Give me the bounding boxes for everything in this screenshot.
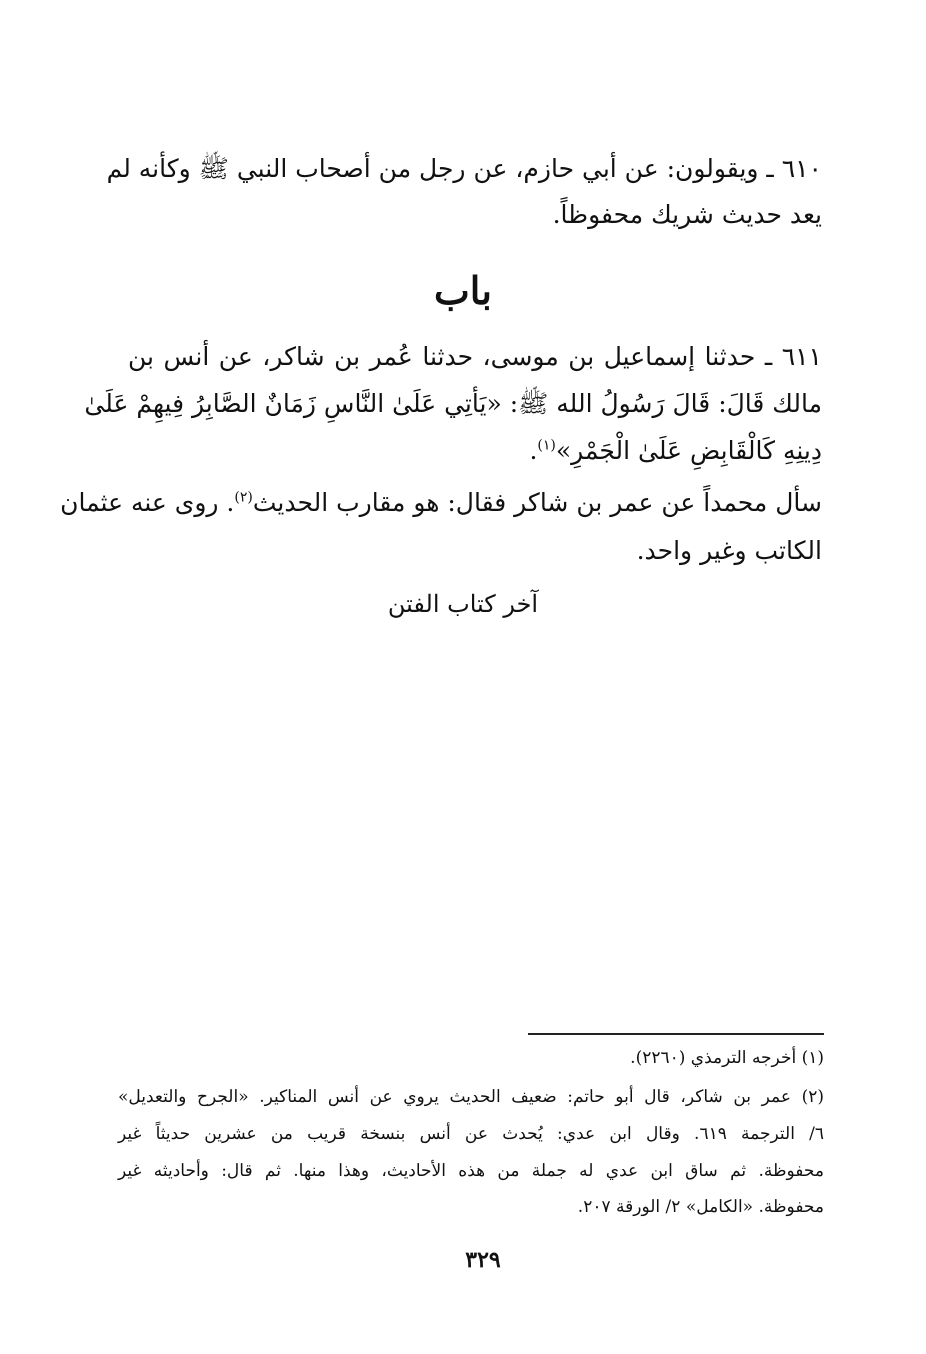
hadith-611-line-3-text: دِينِهِ كَالْقَابِضِ عَلَىٰ الْجَمْرِ» [555, 436, 822, 465]
hadith-611-line-3 [529, 436, 822, 466]
footnote-2-line-4: محفوظة. «الكامل» ٢/ الورقة ٢٠٧. [577, 1197, 824, 1217]
hadith-611-line-3-end: . [529, 436, 538, 465]
commentary-line-1-end: . روى عنه عثمان [60, 488, 235, 517]
page-number: ٣٢٩ [465, 1247, 501, 1273]
hadith-610-line-2: يعد حديث شريك محفوظاً. [552, 200, 822, 229]
footnote-2-line-1: (٢) عمر بن شاكر، قال أبو حاتم: ضعيف الحديث يروي عن أنس المناكير. «الجرح والتعديل» [118, 1087, 824, 1107]
hadith-611-line-1: ٦١١ ـ حدثنا إسماعيل بن موسى، حدثنا عُمر بن شاكر، عن أنس بن [128, 342, 822, 371]
footnote-2-line-3: محفوظة. ثم ساق ابن عدي له جملة من هذه الأحاديث، وهذا منها. ثم قال: وأحاديثه غير [118, 1161, 824, 1181]
commentary-line-2: الكاتب وغير واحد. [636, 536, 822, 565]
commentary-line-1 [60, 488, 822, 518]
footnote-1: (١) أخرجه الترمذي (٢٢٦٠). [630, 1048, 824, 1068]
commentary-line-1-text: سأل محمداً عن عمر بن شاكر فقال: هو مقارب الحديث [252, 488, 822, 517]
hadith-610-line-1: ٦١٠ ـ ويقولون: عن أبي حازم، عن رجل من أصحاب النبي ﷺ وكأنه لم [106, 154, 822, 183]
closing-line: آخر كتاب الفتن [387, 590, 539, 618]
chapter-title: باب [434, 268, 492, 313]
hadith-611-line-2: مالك قَالَ: قَالَ رَسُولُ الله ﷺ: «يَأتِي عَلَىٰ النَّاسِ زَمَانٌ الصَّابِرُ فِيهِمْ عَلَىٰ [84, 389, 822, 418]
footnote-separator [528, 1033, 824, 1035]
footnote-2-line-2: ٦/ الترجمة ٦١٩. وقال ابن عدي: يُحدث عن أنس بنسخة قريب من عشرين حديثاً غير [118, 1124, 824, 1144]
footnote-ref-1: (١) [537, 437, 556, 454]
footnote-ref-2: (٢) [234, 489, 253, 506]
